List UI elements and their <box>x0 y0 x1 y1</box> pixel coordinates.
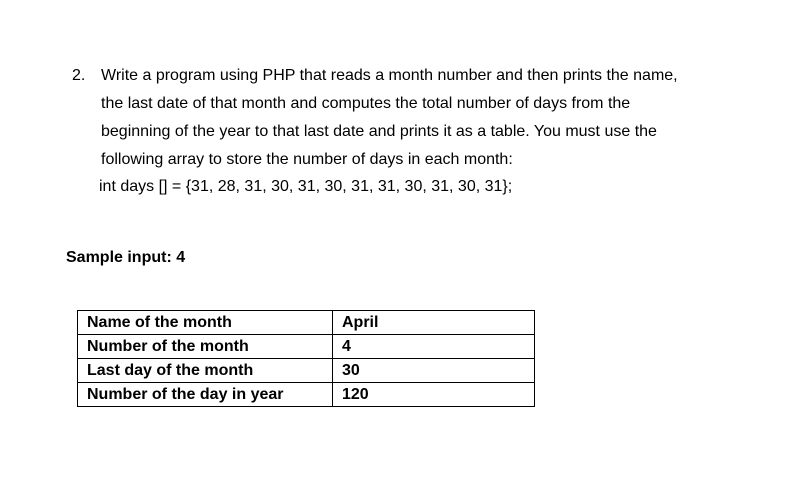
table-row <box>78 359 535 383</box>
question-line: Write a program using PHP that reads a month number and then prints the name, <box>101 67 678 84</box>
table-row <box>78 335 535 359</box>
sample-output-table <box>77 310 535 407</box>
question-text <box>101 62 792 174</box>
table-row <box>78 311 535 335</box>
row-value: 30 <box>333 359 535 383</box>
table-row <box>78 383 535 407</box>
question-line: following array to store the number of days in each month: <box>101 151 513 168</box>
question-line: the last date of that month and computes the total number of days from the <box>101 95 631 112</box>
question-line: beginning of the year to that last date and prints it as a table. You must use the <box>101 123 657 140</box>
question-block <box>72 62 792 174</box>
row-value: 4 <box>333 335 535 359</box>
sample-input-label: Sample input: 4 <box>66 249 186 266</box>
row-value: 120 <box>333 383 535 407</box>
question-number: 2. <box>72 67 86 84</box>
row-label: Last day of the month <box>78 359 333 383</box>
array-declaration: int days [] = {31, 28, 31, 30, 31, 30, 31, 31, 30, 31, 30, 31}; <box>99 178 513 195</box>
row-label: Number of the day in year <box>78 383 333 407</box>
row-label: Name of the month <box>78 311 333 335</box>
row-label: Number of the month <box>78 335 333 359</box>
row-value: April <box>333 311 535 335</box>
